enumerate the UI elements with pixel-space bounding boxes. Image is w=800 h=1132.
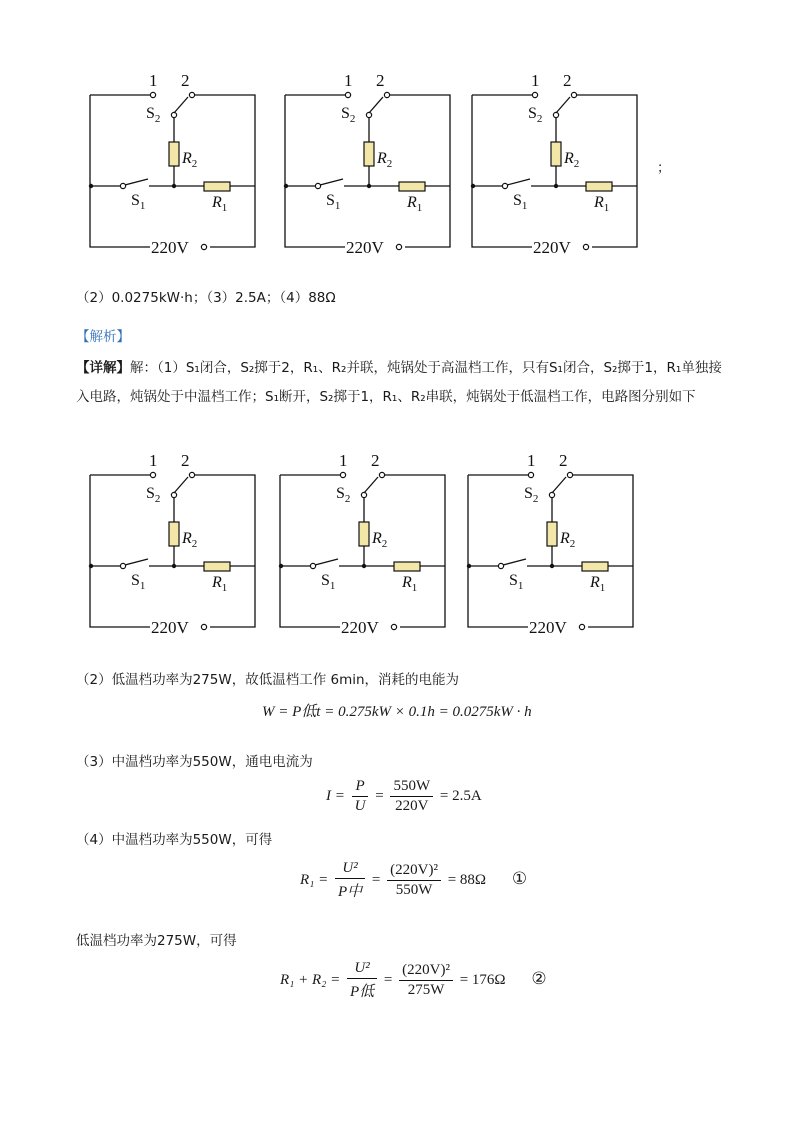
part2-text: （2）低温档功率为275W，故低温档工作 6min，消耗的电能为	[76, 672, 460, 688]
label-r2: $R_2$	[182, 150, 198, 170]
svg-text:220V: 220V	[529, 618, 567, 637]
svg-text:2: 2	[371, 451, 380, 470]
svg-text:2: 2	[559, 451, 568, 470]
circuit-low-2	[467, 451, 633, 637]
svg-text:1: 1	[527, 451, 536, 470]
label-s1: $S_1$	[131, 192, 146, 212]
svg-text:R1: $R_1$	[212, 574, 228, 594]
part2-formula: W = P低t = 0.275kW × 0.1h = 0.0275kW · h	[262, 704, 532, 720]
svg-text:1: 1	[149, 451, 158, 470]
svg-text:2: 2	[181, 451, 190, 470]
svg-text:S1: $S_1$	[509, 572, 524, 592]
label-s2: $S_2$	[146, 105, 161, 125]
label-2: 2	[181, 71, 190, 90]
circuit-diagrams-top	[0, 0, 800, 280]
svg-text:R1: $R_1$	[402, 574, 418, 594]
answer-separator: ；	[657, 160, 671, 176]
part3-formula: I = $\frac{P}{U}$ = $\frac{550W}{220V}$ = 2.5A	[326, 778, 482, 814]
circuit-high-2	[89, 451, 255, 637]
svg-text:S1: $S_1$	[131, 572, 146, 592]
answers-line: （2）0.0275kW·h；（3）2.5A；（4）88Ω	[76, 290, 336, 306]
svg-text:S2: $S_2$	[528, 105, 543, 125]
mark-1: ①	[511, 868, 528, 889]
svg-text:S1: $S_1$	[321, 572, 336, 592]
circuit-mid-2	[279, 451, 445, 637]
svg-text:1: 1	[531, 71, 540, 90]
svg-text:S2: $S_2$	[146, 485, 161, 505]
part4-formula: R₁ = $\frac{\text{U²}}{\text{P中}}$ = $\frac{\text{(220V)²}}{550W}$ = 88Ω ①	[300, 860, 528, 900]
svg-text:2: 2	[563, 71, 572, 90]
svg-text:R1: $R_1$	[590, 574, 606, 594]
detail-label: 【详解】	[76, 360, 130, 376]
circuit-low-1	[471, 71, 637, 257]
part5-formula: R₁ + R₂ = $\frac{\text{U²}}{\text{P低}}$ = $\frac{\text{(220V)²}}{275W}$ = 176Ω ②	[280, 960, 547, 1000]
label-r1: $R_1$	[212, 194, 228, 214]
svg-text:1: 1	[339, 451, 348, 470]
analysis-heading: 【解析】	[76, 329, 130, 345]
svg-text:R1: $R_1$	[407, 194, 423, 214]
svg-text:S1: $S_1$	[513, 192, 528, 212]
svg-text:R1: $R_1$	[594, 194, 610, 214]
circuit-high-1	[89, 71, 255, 257]
circuit-diagrams-bottom	[0, 380, 800, 660]
svg-text:S1: $S_1$	[326, 192, 341, 212]
svg-text:1: 1	[344, 71, 353, 90]
svg-text:220V: 220V	[151, 618, 189, 637]
circuit-mid-1	[284, 71, 450, 257]
mark-2: ②	[531, 968, 547, 989]
svg-text:R2: $R_2$	[560, 530, 576, 550]
svg-text:S2: $S_2$	[341, 105, 356, 125]
svg-text:R2: $R_2$	[377, 150, 393, 170]
part5-text: 低温档功率为275W，可得	[76, 933, 237, 949]
svg-text:2: 2	[376, 71, 385, 90]
part4-text: （4）中温档功率为550W，可得	[76, 832, 273, 848]
detail-text: 解：（1）S₁闭合，S₂掷于2，R₁、R₂并联，炖锅处于高温档工作，只有S₁闭合，S₂掷于1，R₁单独接入电路，炖锅处于中温档工作；S₁断开，S₂掷于1，R₁、R₂串联，炖锅处于低温档工作，电路图分别如下	[76, 360, 722, 405]
svg-text:R2: $R_2$	[564, 150, 580, 170]
svg-text:S2: $S_2$	[336, 485, 351, 505]
svg-text:S2: $S_2$	[524, 485, 539, 505]
svg-text:R2: $R_2$	[182, 530, 198, 550]
label-voltage: 220V	[151, 238, 189, 257]
label-1: 1	[149, 71, 158, 90]
svg-text:220V: 220V	[346, 238, 384, 257]
part3-text: （3）中温档功率为550W，通电电流为	[76, 754, 313, 770]
svg-text:220V: 220V	[341, 618, 379, 637]
svg-text:220V: 220V	[533, 238, 571, 257]
svg-text:R2: $R_2$	[372, 530, 388, 550]
